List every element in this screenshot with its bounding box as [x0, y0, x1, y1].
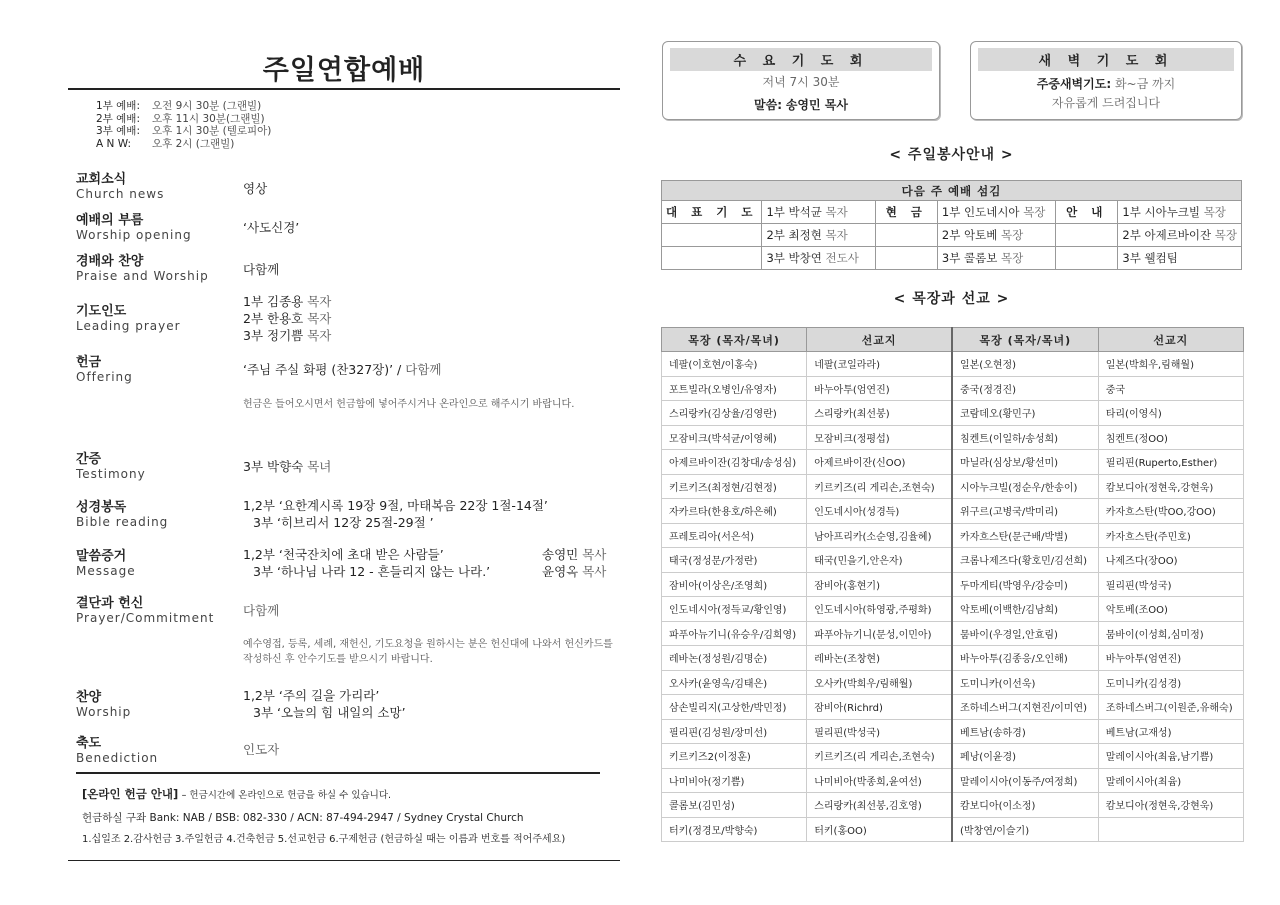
section-title-ko: 성경봉독: [76, 500, 127, 515]
leader-title: 목자: [307, 311, 332, 326]
table-row: [662, 499, 1244, 524]
speaker-label: 말씀:: [754, 98, 782, 112]
table-row: [662, 376, 1244, 401]
service-cell: [937, 201, 1055, 224]
empty-cell: [875, 224, 937, 247]
section-title-en: Leading prayer: [76, 319, 181, 333]
service-cell: [1118, 224, 1242, 247]
dawn-label: 주중새벽기도:: [1036, 77, 1112, 91]
role-offering: 현 금: [875, 201, 937, 224]
online-divider: [76, 772, 600, 774]
cell-mission-field: 카자흐스탄(주민호): [1098, 523, 1243, 548]
cell-mission-field: 바누아투(엄연진): [1098, 646, 1243, 671]
cell-group: 카자흐스탄(문근배/박별): [952, 523, 1098, 548]
section-title-en: Bible reading: [76, 515, 169, 529]
cell-group: 크롬나제즈다(황호민/김선희): [952, 548, 1098, 573]
bottom-divider: [68, 860, 620, 861]
leader-name: 1부 김종용: [243, 294, 304, 309]
section-title-ko: 간증: [76, 452, 102, 467]
section-value: ‘사도신경’: [243, 220, 300, 235]
table-row: [662, 719, 1244, 744]
online-types: 1.십일조 2.감사헌금 3.주일헌금 4.건축헌금 5.선교헌금 6.구제헌금 (헌금하실 때는 이름과 번호를 적어주세요): [82, 834, 566, 845]
cell-group: 필리핀(김성원/장미선): [662, 719, 807, 744]
cell-group: 레바논(정성원/김명순): [662, 646, 807, 671]
section-title-ko: 경배와 찬양: [76, 254, 144, 269]
cell-title: 목자: [825, 205, 848, 219]
mission-table: [661, 327, 1244, 842]
title-divider: [68, 88, 620, 90]
message-line: 1,2부 ‘천국잔치에 초대 받은 사람들’: [243, 547, 444, 562]
time-label: 2부 예배:: [96, 112, 140, 125]
cell-group: 스리랑카(김상율/김영란): [662, 401, 807, 426]
empty-cell: [1056, 224, 1118, 247]
service-cell: [937, 247, 1055, 270]
service-cell: [762, 247, 875, 270]
leader-name: 2부 한용호: [243, 311, 304, 326]
cell-mission-field: [1098, 817, 1243, 842]
section-benediction: [76, 736, 158, 765]
bible-line: 1,2부 ‘요한계시록 19장 9절, 마태복음 22장 1절-14절’: [243, 498, 548, 513]
cell-mission-field: 남아프리카(소순영,김율혜): [807, 523, 952, 548]
message-line: 3부 ‘하나님 나라 12 - 흔들리지 않는 나라.’: [253, 564, 491, 579]
section-church-news: [76, 172, 164, 201]
cell-group: 위구르(고병국/박미리): [952, 499, 1098, 524]
section-bible-reading: [76, 500, 168, 529]
section-title-ko: 찬양: [76, 690, 102, 705]
cell-name: 3부 웰컴팀: [1122, 251, 1178, 265]
worship-line: 3부 ‘오늘의 힘 내일의 소망’: [253, 705, 406, 720]
speaker-title: 목사: [582, 564, 607, 579]
cell-mission-field: 레바논(조창현): [807, 646, 952, 671]
cell-mission-field: 캄보디아(정현욱,강현욱): [1098, 474, 1243, 499]
prayer-leader-line: [243, 293, 331, 310]
time-value: 오후 1시 30분 (텔로피아): [152, 125, 272, 137]
cell-mission-field: 침켄트(정OO): [1098, 425, 1243, 450]
section-title-en: Offering: [76, 370, 133, 384]
table-row: [662, 548, 1244, 573]
online-header: [82, 786, 565, 804]
cell-name: 1부 인도네시아: [941, 205, 1020, 219]
header-cell: 선교지: [807, 328, 952, 352]
section-value: 다함께: [243, 603, 280, 618]
cell-mission-field: 말레이시아(최윰): [1098, 768, 1243, 793]
section-value: [243, 361, 441, 378]
time-label: 3부 예배:: [96, 125, 140, 137]
box-title: 수 요 기 도 회: [670, 48, 932, 71]
cell-group: 키르키즈(최정현/김현정): [662, 474, 807, 499]
service-cell: [937, 224, 1055, 247]
table-row: [662, 793, 1244, 818]
cell-mission-field: 뭄바이(이성희,심미정): [1098, 621, 1243, 646]
cell-mission-field: 잠비아(홍현기): [807, 572, 952, 597]
cell-group: 중국(정경진): [952, 376, 1098, 401]
cell-group: 뭄바이(우경일,안효림): [952, 621, 1098, 646]
section-value: 영상: [243, 181, 268, 196]
table-row: [662, 201, 1242, 224]
cell-mission-field: 카자흐스탄(박OO,강OO): [1098, 499, 1243, 524]
speaker-title: 목사: [582, 547, 607, 562]
time-value: 오전 9시 30분 (그랜빌): [152, 100, 262, 112]
online-offering-info: [82, 786, 565, 854]
empty-cell: [662, 247, 762, 270]
cell-mission-field: 타리(이영식): [1098, 401, 1243, 426]
online-title: [온라인 헌금 안내]: [82, 787, 179, 801]
online-bank: 헌금하실 구좌 Bank: NAB / BSB: 082-330 / ACN: 87-494-2947 / Sydney Crystal Church: [82, 812, 524, 824]
table-row: [662, 768, 1244, 793]
section-offering: [76, 355, 133, 384]
cell-name: 2부 아제르바이잔: [1122, 228, 1212, 242]
leader-name: 3부 정기쁨: [243, 328, 304, 343]
dawn-days: 화~금 까지: [1114, 77, 1176, 91]
cell-group: 코람데오(황민구): [952, 401, 1098, 426]
cell-group: 인도네시아(정득교/황인영): [662, 597, 807, 622]
cell-mission-field: 조하네스버그(이원준,유해숙): [1098, 695, 1243, 720]
cell-group: 프레토리아(서은석): [662, 523, 807, 548]
cell-name: 2부 악토베: [941, 228, 998, 242]
section-title-ko: 축도: [76, 736, 102, 751]
prayer-leader-line: [243, 327, 331, 344]
cell-title: 목장: [1203, 205, 1226, 219]
cell-name: 3부 콜롬보: [941, 251, 998, 265]
table-row: [662, 352, 1244, 377]
cell-mission-field: 터키(홍OO): [807, 817, 952, 842]
cell-title: 목자: [825, 228, 848, 242]
wednesday-time: 저녁 7시 30분: [762, 75, 840, 89]
offering-hymn: ‘주님 주실 화평 (찬327장)’ /: [243, 362, 402, 377]
cell-mission-field: 필리핀(박성국): [807, 719, 952, 744]
offering-extra: 다함께: [405, 362, 442, 377]
dawn-prayer-box: [970, 41, 1242, 120]
section-title-ko: 헌금: [76, 355, 102, 370]
section-value: [243, 458, 331, 475]
cell-mission-field: 키르키즈(리 게리손,조현숙): [807, 744, 952, 769]
cell-mission-field: 태국(민을기,안은자): [807, 548, 952, 573]
table-row: [662, 523, 1244, 548]
section-title-en: Worship: [76, 705, 132, 719]
table-row: [662, 425, 1244, 450]
cell-mission-field: 잠비아(Richrd): [807, 695, 952, 720]
cell-mission-field: 오사카(박희우/림해월): [807, 670, 952, 695]
cell-mission-field: 중국: [1098, 376, 1243, 401]
cell-group: 시아누크빌(정순우/한송이): [952, 474, 1098, 499]
section-title-ko: 말씀증거: [76, 549, 127, 564]
commitment-note: 예수영접, 등록, 세례, 재헌신, 기도요청을 원하시는 분은 헌신대에 나와서 헌신카드를 작성하신 후 안수기도를 받으시기 바랍니다.: [243, 639, 613, 665]
time-value: 오후 11시 30분(그랜빌): [152, 112, 265, 125]
cell-title: 전도사: [825, 251, 859, 265]
section-title-en: Church news: [76, 187, 165, 201]
cell-group: 일본(오현정): [952, 352, 1098, 377]
worship-line: 1,2부 ‘주의 길을 가리라’: [243, 688, 380, 703]
cell-group: 키르키즈2(이정훈): [662, 744, 807, 769]
testimony-name: 3부 박향숙: [243, 459, 304, 474]
cell-mission-field: 베트남(고재성): [1098, 719, 1243, 744]
section-message: [76, 549, 136, 578]
table-row: [662, 817, 1244, 842]
cell-group: 태국(정성문/가정란): [662, 548, 807, 573]
time-label: A N W:: [96, 137, 132, 150]
table-row: [662, 401, 1244, 426]
cell-group: 나미비아(정기쁨): [662, 768, 807, 793]
service-times: [96, 100, 271, 150]
service-cell: [1118, 201, 1242, 224]
cell-group: 캄보디아(이소정): [952, 793, 1098, 818]
section-testimony: [76, 452, 146, 481]
service-cell: [762, 201, 875, 224]
service-time-row: [96, 100, 271, 113]
section-title-en: Benediction: [76, 751, 159, 765]
section-value: 인도자: [243, 742, 280, 757]
header-cell: 선교지: [1098, 328, 1243, 352]
cell-group: 삼손빌리지(고상한/박민정): [662, 695, 807, 720]
cell-group: 콜롬보(김민성): [662, 793, 807, 818]
cell-name: 1부 시아누크빌: [1122, 205, 1201, 219]
cell-mission-field: 말레이시아(최윰,남기쁨): [1098, 744, 1243, 769]
cell-group: 악토베(이백한/김남희): [952, 597, 1098, 622]
service-time-row: [96, 138, 271, 151]
cell-title: 목장: [1023, 205, 1046, 219]
prayer-leaders: [243, 293, 331, 344]
cell-group: 네팔(이호현/이홍숙): [662, 352, 807, 377]
wednesday-prayer-box: [662, 41, 940, 120]
bulletin-left-column: [68, 0, 620, 905]
role-prayer: 대 표 기 도: [662, 201, 762, 224]
cell-group: 바누아투(김종응/오인해): [952, 646, 1098, 671]
table-row: [662, 621, 1244, 646]
section-title-ko: 교회소식: [76, 172, 127, 187]
section-title-ko: 예배의 부름: [76, 213, 144, 228]
section-praise: [76, 254, 209, 283]
cell-group: (박창연/이슬기): [952, 817, 1098, 842]
box-title: 새 벽 기 도 회: [978, 48, 1234, 71]
section-worship: [76, 690, 131, 719]
cell-mission-field: 네팔(코일라라): [807, 352, 952, 377]
cell-mission-field: 인도네시아(하영광,주평화): [807, 597, 952, 622]
wednesday-speaker: 송영민 목사: [785, 98, 848, 112]
section-title-ko: 기도인도: [76, 304, 127, 319]
mission-title: < 목장과 선교 >: [893, 291, 1010, 307]
table-row: [662, 597, 1244, 622]
section-title-en: Message: [76, 564, 136, 578]
section-title-en: Praise and Worship: [76, 269, 209, 283]
mission-header-row: [662, 328, 1244, 352]
cell-title: 목장: [1214, 228, 1237, 242]
table-row: [662, 744, 1244, 769]
cell-mission-field: 스리랑카(최선봉,김호영): [807, 793, 952, 818]
service-cell: [1118, 247, 1242, 270]
section-value: 다함께: [243, 262, 280, 277]
worship-lines: [243, 687, 406, 721]
empty-cell: [875, 247, 937, 270]
service-time-row: [96, 125, 271, 138]
cell-group: 베트남(송하경): [952, 719, 1098, 744]
testimony-title: 목녀: [307, 459, 332, 474]
empty-cell: [1056, 247, 1118, 270]
cell-mission-field: 도미니카(김성경): [1098, 670, 1243, 695]
bible-reading-lines: [243, 497, 548, 531]
table-row: [662, 474, 1244, 499]
dawn-note: 자유롭게 드려집니다: [1051, 96, 1161, 110]
cell-name: 3부 박창연: [766, 251, 822, 265]
header-cell: 목장 (목자/목녀): [662, 328, 807, 352]
table-row: [662, 247, 1242, 270]
cell-group: 조하네스버그(지현진/이미연): [952, 695, 1098, 720]
table-row: [662, 572, 1244, 597]
cell-mission-field: 나제즈다(장OO): [1098, 548, 1243, 573]
cell-group: 아제르바이잔(김창대/송성심): [662, 450, 807, 475]
table-row: [662, 450, 1244, 475]
cell-group: 두마게티(박영우/강승미): [952, 572, 1098, 597]
cell-group: 포트빌라(오병인/유영자): [662, 376, 807, 401]
page-title: 주일연합예배: [262, 55, 426, 86]
service-table: [661, 180, 1242, 270]
cell-group: 잠비아(이상은/조영희): [662, 572, 807, 597]
speaker-name: 송영민: [542, 547, 579, 562]
section-title-en: Prayer/Commitment: [76, 611, 215, 625]
cell-mission-field: 인도네시아(성경득): [807, 499, 952, 524]
cell-name: 1부 박석균: [766, 205, 822, 219]
service-cell: [762, 224, 875, 247]
online-desc: – 헌금시간에 온라인으로 헌금을 하실 수 있습니다.: [181, 790, 392, 801]
time-label: 1부 예배:: [96, 100, 140, 112]
service-guide-title: < 주일봉사안내 >: [889, 147, 1014, 163]
cell-mission-field: 키르키즈(리 게리손,조현숙): [807, 474, 952, 499]
cell-mission-field: 바누아투(엄연진): [807, 376, 952, 401]
cell-group: 도미니카(이선욱): [952, 670, 1098, 695]
cell-mission-field: 파푸아뉴기니(문성,이민아): [807, 621, 952, 646]
section-commitment: [76, 596, 214, 625]
cell-group: 마닐라(심상보/황선미): [952, 450, 1098, 475]
prayer-leader-line: [243, 310, 331, 327]
time-value: 오후 2시 (그랜빌): [152, 137, 235, 150]
cell-mission-field: 캄보디아(정현욱,강현욱): [1098, 793, 1243, 818]
bible-line: 3부 ‘히브리서 12장 25절-29절 ’: [253, 515, 434, 530]
section-leading-prayer: [76, 304, 181, 333]
cell-group: 파푸아뉴기니(유승우/김희영): [662, 621, 807, 646]
section-title-en: Testimony: [76, 467, 146, 481]
cell-name: 2부 최정현: [766, 228, 822, 242]
cell-mission-field: 악토베(조OO): [1098, 597, 1243, 622]
section-title-en: Worship opening: [76, 228, 192, 242]
service-time-row: [96, 113, 271, 126]
cell-mission-field: 나미비아(박종희,윤여선): [807, 768, 952, 793]
cell-group: 모잠비크(박석균/이영혜): [662, 425, 807, 450]
message-lines: [243, 546, 490, 580]
cell-title: 목장: [1000, 228, 1024, 242]
cell-group: 침켄트(이일하/송성희): [952, 425, 1098, 450]
section-worship-opening: [76, 213, 192, 242]
table-row: [662, 224, 1242, 247]
header-cell: 목장 (목자/목녀): [952, 328, 1098, 352]
cell-title: 목장: [1000, 251, 1024, 265]
leader-title: 목자: [307, 294, 332, 309]
cell-group: 말레이시아(이동주/여정희): [952, 768, 1098, 793]
speaker-name: 윤영옥: [542, 564, 579, 579]
role-usher: 안 내: [1056, 201, 1118, 224]
cell-mission-field: 필리핀(Ruperto,Esther): [1098, 450, 1243, 475]
table-row: [662, 695, 1244, 720]
offering-note: 헌금은 들어오시면서 헌금함에 넣어주시거나 온라인으로 해주시기 바랍니다.: [243, 399, 575, 410]
table-row: [662, 646, 1244, 671]
cell-group: 터키(정경모/박향숙): [662, 817, 807, 842]
cell-group: 자카르타(한용호/하은혜): [662, 499, 807, 524]
cell-group: 오사카(윤영옥/김태은): [662, 670, 807, 695]
table-row: [662, 670, 1244, 695]
cell-mission-field: 모잠비크(정평섭): [807, 425, 952, 450]
cell-mission-field: 스리랑카(최선봉): [807, 401, 952, 426]
service-table-header: 다음 주 예배 섬김: [662, 181, 1242, 201]
cell-mission-field: 필리핀(박성국): [1098, 572, 1243, 597]
leader-title: 목자: [307, 328, 332, 343]
empty-cell: [662, 224, 762, 247]
cell-mission-field: 아제르바이잔(신OO): [807, 450, 952, 475]
cell-group: 페낭(이윤경): [952, 744, 1098, 769]
message-speakers: [542, 546, 606, 580]
section-title-ko: 결단과 헌신: [76, 596, 144, 611]
cell-mission-field: 일본(박희우,림해월): [1098, 352, 1243, 377]
